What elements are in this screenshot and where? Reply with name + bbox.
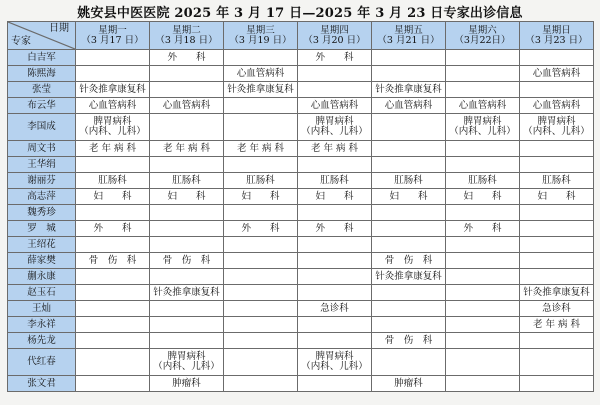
expert-name: 王绍花: [8, 237, 76, 253]
schedule-cell-wed: [224, 349, 298, 376]
expert-row: [8, 173, 594, 189]
schedule-cell-wed: [224, 253, 298, 269]
expert-name: 赵玉石: [8, 285, 76, 301]
schedule-cell-mon: [76, 376, 150, 392]
day-name: 星期四: [320, 24, 349, 36]
schedule-cell-fri: [372, 205, 446, 221]
day-header-sat: [446, 22, 520, 50]
schedule-cell-sun: 肛肠科: [520, 173, 594, 189]
schedule-cell-tue: 心血管病科: [150, 98, 224, 114]
expert-row: [8, 82, 594, 98]
schedule-cell-sat: [446, 269, 520, 285]
schedule-cell-tue: [150, 82, 224, 98]
schedule-cell-sat: [446, 66, 520, 82]
expert-row: [8, 98, 594, 114]
schedule-cell-thu: [298, 66, 372, 82]
schedule-cell-sat: [446, 349, 520, 376]
schedule-cell-fri: 肛肠科: [372, 173, 446, 189]
schedule-cell-wed: [224, 301, 298, 317]
schedule-cell-fri: [372, 66, 446, 82]
expert-name: 高志萍: [8, 189, 76, 205]
day-header-fri: [372, 22, 446, 50]
schedule-cell-fri: [372, 221, 446, 237]
expert-name: 杨先龙: [8, 333, 76, 349]
expert-name: 魏秀珍: [8, 205, 76, 221]
expert-row: [8, 253, 594, 269]
schedule-cell-sat: [446, 82, 520, 98]
schedule-cell-sun: [520, 221, 594, 237]
expert-name: 王灿: [8, 301, 76, 317]
schedule-cell-sat: [446, 376, 520, 392]
schedule-cell-sat: [446, 157, 520, 173]
schedule-cell-wed: 妇 科: [224, 189, 298, 205]
schedule-cell-fri: 肿瘤科: [372, 376, 446, 392]
expert-row: [8, 301, 594, 317]
schedule-cell-mon: 心血管病科: [76, 98, 150, 114]
schedule-cell-tue: [150, 205, 224, 221]
expert-name: 谢丽芬: [8, 173, 76, 189]
schedule-cell-fri: [372, 50, 446, 66]
expert-name: 蒯永康: [8, 269, 76, 285]
schedule-cell-fri: [372, 141, 446, 157]
schedule-cell-mon: 妇 科: [76, 189, 150, 205]
schedule-cell-thu: [298, 237, 372, 253]
day-name: 星期六: [468, 24, 497, 36]
schedule-cell-wed: [224, 157, 298, 173]
schedule-cell-mon: [76, 317, 150, 333]
expert-name: 张莹: [8, 82, 76, 98]
page-title: 姚安县中医医院 2025 年 3 月 17 日—2025 年 3 月 23 日专家出诊信息: [77, 6, 523, 21]
day-date: （3月22日）: [454, 34, 511, 46]
header-row: [8, 22, 594, 50]
schedule-cell-sat: [446, 253, 520, 269]
schedule-cell-sat: [446, 50, 520, 66]
schedule-cell-tue: [150, 157, 224, 173]
schedule-cell-sun: [520, 50, 594, 66]
schedule-cell-sat: [446, 285, 520, 301]
expert-name: 代红春: [8, 349, 76, 376]
corner-day-label: 日期: [49, 23, 69, 34]
expert-name: 张文君: [8, 376, 76, 392]
expert-row: [8, 157, 594, 173]
schedule-cell-wed: 心血管病科: [224, 66, 298, 82]
schedule-cell-thu: [298, 269, 372, 285]
schedule-cell-thu: [298, 82, 372, 98]
schedule-cell-sat: [446, 301, 520, 317]
expert-row: [8, 189, 594, 205]
schedule-cell-fri: [372, 317, 446, 333]
schedule-cell-sat: [446, 205, 520, 221]
day-header-sun: [520, 22, 594, 50]
schedule-cell-wed: 老 年 病 科: [224, 141, 298, 157]
schedule-cell-sun: 急诊科: [520, 301, 594, 317]
schedule-cell-tue: [150, 317, 224, 333]
day-header-tue: [150, 22, 224, 50]
schedule-cell-sun: 老 年 病 科: [520, 317, 594, 333]
schedule-cell-tue: 骨 伤 科: [150, 253, 224, 269]
schedule-cell-fri: 针灸推拿康复科: [372, 269, 446, 285]
schedule-cell-tue: [150, 66, 224, 82]
schedule-cell-tue: 老 年 病 科: [150, 141, 224, 157]
schedule-cell-fri: [372, 157, 446, 173]
schedule-cell-sun: 心血管病科: [520, 66, 594, 82]
schedule-cell-sat: [446, 317, 520, 333]
day-name: 星期五: [394, 24, 423, 36]
expert-name: 布云华: [8, 98, 76, 114]
expert-name: 王华绢: [8, 157, 76, 173]
expert-row: [8, 66, 594, 82]
schedule-cell-fri: [372, 237, 446, 253]
schedule-cell-wed: 外 科: [224, 221, 298, 237]
schedule-cell-sun: [520, 269, 594, 285]
expert-row: [8, 50, 594, 66]
schedule-table: [7, 21, 594, 392]
schedule-cell-sun: [520, 237, 594, 253]
schedule-cell-thu: 肛肠科: [298, 173, 372, 189]
expert-name: 陈熙海: [8, 66, 76, 82]
day-header-thu: [298, 22, 372, 50]
schedule-cell-thu: [298, 205, 372, 221]
schedule-cell-wed: 针灸推拿康复科: [224, 82, 298, 98]
day-name: 星期一: [98, 24, 127, 36]
schedule-cell-sun: [520, 205, 594, 221]
schedule-cell-mon: [76, 237, 150, 253]
schedule-cell-tue: [150, 221, 224, 237]
expert-row: [8, 269, 594, 285]
schedule-cell-thu: [298, 157, 372, 173]
schedule-cell-mon: 脾胃病科 （内科、儿科）: [76, 114, 150, 141]
schedule-cell-tue: 外 科: [150, 50, 224, 66]
schedule-cell-tue: [150, 333, 224, 349]
schedule-cell-thu: [298, 376, 372, 392]
schedule-cell-thu: 心血管病科: [298, 98, 372, 114]
expert-row: [8, 141, 594, 157]
schedule-cell-sun: [520, 82, 594, 98]
day-name: 星期日: [542, 24, 571, 36]
schedule-cell-thu: 外 科: [298, 221, 372, 237]
schedule-cell-mon: [76, 333, 150, 349]
schedule-cell-fri: [372, 301, 446, 317]
schedule-cell-tue: [150, 114, 224, 141]
schedule-cell-sun: [520, 333, 594, 349]
schedule-cell-fri: 骨 伤 科: [372, 253, 446, 269]
expert-row: [8, 349, 594, 376]
schedule-cell-tue: [150, 269, 224, 285]
schedule-cell-tue: [150, 301, 224, 317]
day-date: （3 月17 日）: [81, 34, 144, 46]
schedule-cell-sun: [520, 253, 594, 269]
schedule-cell-thu: 妇 科: [298, 189, 372, 205]
schedule-cell-mon: [76, 66, 150, 82]
day-date: （3 月19 日）: [229, 34, 292, 46]
expert-row: [8, 285, 594, 301]
schedule-cell-thu: 脾胃病科 （内科、儿科）: [298, 349, 372, 376]
schedule-cell-sat: [446, 141, 520, 157]
expert-row: [8, 333, 594, 349]
schedule-cell-sun: 针灸推拿康复科: [520, 285, 594, 301]
schedule-cell-sun: [520, 376, 594, 392]
schedule-cell-sat: 脾胃病科 （内科、儿科）: [446, 114, 520, 141]
schedule-cell-fri: [372, 114, 446, 141]
schedule-cell-sat: 心血管病科: [446, 98, 520, 114]
schedule-cell-wed: [224, 285, 298, 301]
expert-name: 罗 城: [8, 221, 76, 237]
day-name: 星期二: [172, 24, 201, 36]
schedule-cell-mon: 针灸推拿康复科: [76, 82, 150, 98]
schedule-cell-fri: [372, 349, 446, 376]
schedule-cell-thu: [298, 253, 372, 269]
expert-row: [8, 114, 594, 141]
day-date: （3 月21 日）: [377, 34, 440, 46]
schedule-cell-wed: [224, 205, 298, 221]
schedule-cell-wed: [224, 50, 298, 66]
expert-name: 李国成: [8, 114, 76, 141]
schedule-cell-thu: 脾胃病科 （内科、儿科）: [298, 114, 372, 141]
schedule-cell-tue: 肿瘤科: [150, 376, 224, 392]
schedule-cell-thu: 老 年 病 科: [298, 141, 372, 157]
schedule-cell-tue: [150, 237, 224, 253]
schedule-cell-mon: [76, 205, 150, 221]
schedule-cell-mon: 骨 伤 科: [76, 253, 150, 269]
schedule-cell-sun: [520, 349, 594, 376]
schedule-cell-fri: 针灸推拿康复科: [372, 82, 446, 98]
schedule-cell-fri: [372, 285, 446, 301]
schedule-cell-mon: [76, 50, 150, 66]
expert-name: 李永祥: [8, 317, 76, 333]
expert-row: [8, 221, 594, 237]
expert-row: [8, 237, 594, 253]
schedule-cell-thu: [298, 317, 372, 333]
expert-row: [8, 205, 594, 221]
schedule-cell-tue: 妇 科: [150, 189, 224, 205]
schedule-cell-wed: [224, 98, 298, 114]
schedule-cell-mon: 外 科: [76, 221, 150, 237]
expert-row: [8, 317, 594, 333]
schedule-cell-fri: 妇 科: [372, 189, 446, 205]
schedule-cell-mon: [76, 285, 150, 301]
day-name: 星期三: [246, 24, 275, 36]
schedule-cell-thu: [298, 333, 372, 349]
schedule-cell-mon: 老 年 病 科: [76, 141, 150, 157]
expert-name: 周文书: [8, 141, 76, 157]
day-header-wed: [224, 22, 298, 50]
schedule-cell-wed: [224, 114, 298, 141]
schedule-cell-wed: [224, 376, 298, 392]
schedule-cell-sun: 心血管病科: [520, 98, 594, 114]
schedule-cell-sat: 肛肠科: [446, 173, 520, 189]
schedule-cell-sat: 外 科: [446, 221, 520, 237]
schedule-cell-tue: 针灸推拿康复科: [150, 285, 224, 301]
schedule-cell-fri: 骨 伤 科: [372, 333, 446, 349]
schedule-cell-wed: [224, 237, 298, 253]
schedule-cell-thu: 急诊科: [298, 301, 372, 317]
schedule-cell-sat: [446, 333, 520, 349]
expert-name: 白吉军: [8, 50, 76, 66]
schedule-cell-wed: [224, 269, 298, 285]
schedule-cell-wed: [224, 317, 298, 333]
schedule-cell-sat: 妇 科: [446, 189, 520, 205]
schedule-cell-tue: 肛肠科: [150, 173, 224, 189]
day-date: （3 月23 日）: [525, 34, 588, 46]
schedule-cell-sun: [520, 141, 594, 157]
day-header-mon: [76, 22, 150, 50]
schedule-cell-sun: [520, 157, 594, 173]
day-date: （3 月18 日）: [155, 34, 218, 46]
schedule-cell-mon: [76, 157, 150, 173]
schedule-cell-mon: [76, 301, 150, 317]
schedule-cell-tue: 脾胃病科 （内科、儿科）: [150, 349, 224, 376]
schedule-cell-wed: 肛肠科: [224, 173, 298, 189]
schedule-cell-wed: [224, 333, 298, 349]
corner-expert-label: 专家: [11, 36, 31, 47]
schedule-cell-thu: 外 科: [298, 50, 372, 66]
expert-row: [8, 376, 594, 392]
schedule-cell-thu: [298, 285, 372, 301]
schedule-cell-sat: [446, 237, 520, 253]
expert-name: 薛家樊: [8, 253, 76, 269]
schedule-cell-fri: 心血管病科: [372, 98, 446, 114]
corner-cell: [8, 22, 76, 50]
schedule-cell-mon: [76, 269, 150, 285]
day-date: （3 月20 日）: [303, 34, 366, 46]
schedule-cell-mon: [76, 349, 150, 376]
schedule-cell-sun: 妇 科: [520, 189, 594, 205]
schedule-cell-sun: 脾胃病科 （内科、儿科）: [520, 114, 594, 141]
schedule-cell-mon: 肛肠科: [76, 173, 150, 189]
